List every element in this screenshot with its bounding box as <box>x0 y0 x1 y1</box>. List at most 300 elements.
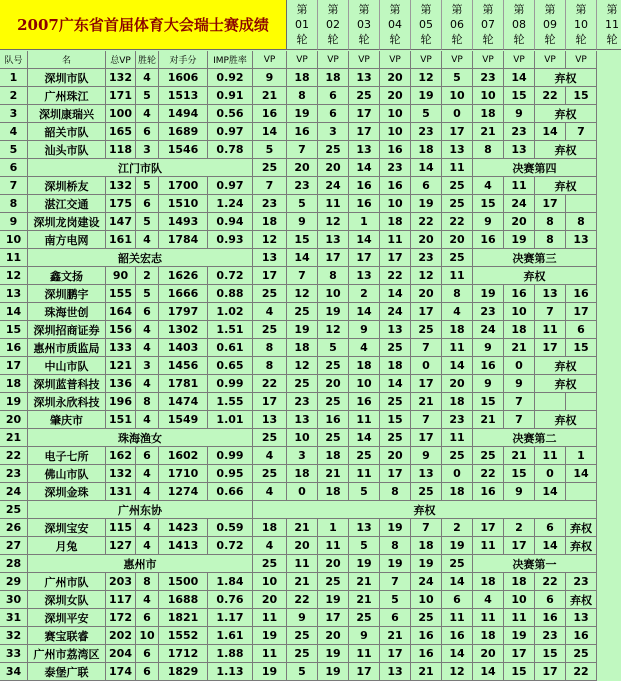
round-vp: 25 <box>287 627 318 645</box>
round-vp: 22 <box>380 267 411 285</box>
round-vp: 25 <box>253 321 287 339</box>
round-suffix: 轮 <box>358 33 370 46</box>
imp-ratio: 0.95 <box>208 465 253 483</box>
round-vp: 17 <box>349 663 380 681</box>
round-header-03 <box>349 0 380 50</box>
round-header-01 <box>287 0 318 50</box>
round-vp: 4 <box>253 537 287 555</box>
round-vp: 4 <box>253 303 287 321</box>
round-vp: 8 <box>253 357 287 375</box>
team-number: 31 <box>0 609 28 627</box>
total-vp: 175 <box>106 195 136 213</box>
round-vp: 7 <box>287 267 318 285</box>
imp-ratio: 0.59 <box>208 519 253 537</box>
wins: 10 <box>136 627 159 645</box>
round-vp: 20 <box>287 537 318 555</box>
round-vp: 21 <box>380 627 411 645</box>
round-vp: 17 <box>349 123 380 141</box>
round-vp: 25 <box>253 429 287 447</box>
round-vp: 18 <box>253 519 287 537</box>
round-vp: 15 <box>504 465 535 483</box>
round-prefix: 第 <box>482 3 494 16</box>
round-vp: 11 <box>442 609 473 627</box>
round-prefix: 第 <box>513 3 525 16</box>
team-number: 32 <box>0 627 28 645</box>
total-vp: 165 <box>106 123 136 141</box>
imp-ratio: 0.92 <box>208 69 253 87</box>
round-vp: 7 <box>253 177 287 195</box>
round-vp: 10 <box>253 573 287 591</box>
team-name: 珠海世创 <box>28 303 106 321</box>
round-vp: 25 <box>287 303 318 321</box>
round-vp: 14 <box>442 573 473 591</box>
round-vp: 19 <box>253 627 287 645</box>
round-header-10 <box>566 0 597 50</box>
team-number: 12 <box>0 267 28 285</box>
round-vp: 17 <box>318 249 349 267</box>
round-vp: 9 <box>253 69 287 87</box>
round-vp: 13 <box>253 411 287 429</box>
round-vp: 9 <box>473 339 504 357</box>
round-vp: 15 <box>287 231 318 249</box>
round-vp: 24 <box>504 195 535 213</box>
status-note: 弃权 <box>535 411 597 429</box>
round-vp: 6 <box>318 87 349 105</box>
imp-ratio: 0.97 <box>208 123 253 141</box>
opponent-score: 1689 <box>159 123 208 141</box>
imp-ratio: 1.24 <box>208 195 253 213</box>
round-vp: 8 <box>473 141 504 159</box>
round-vp: 16 <box>504 285 535 303</box>
round-vp: 9 <box>504 375 535 393</box>
round-vp: 20 <box>318 555 349 573</box>
round-prefix: 第 <box>358 3 370 16</box>
round-vp: 18 <box>504 573 535 591</box>
round-vp: 15 <box>566 339 597 357</box>
round-vp: 21 <box>349 591 380 609</box>
opponent-score: 1784 <box>159 231 208 249</box>
round-vp: 25 <box>318 141 349 159</box>
round-vp: 9 <box>287 609 318 627</box>
round-vp: 17 <box>473 519 504 537</box>
round-vp: 25 <box>442 249 473 267</box>
round-vp: 14 <box>287 249 318 267</box>
team-name: 深圳鹏宇 <box>28 285 106 303</box>
round-vp: 13 <box>287 411 318 429</box>
team-number: 8 <box>0 195 28 213</box>
round-vp: 13 <box>380 321 411 339</box>
team-number: 28 <box>0 555 28 573</box>
round-vp: 25 <box>380 429 411 447</box>
team-number: 5 <box>0 141 28 159</box>
round-vp: 14 <box>253 123 287 141</box>
imp-ratio: 0.65 <box>208 357 253 375</box>
round-vp: 10 <box>318 285 349 303</box>
round-vp: 9 <box>349 321 380 339</box>
round-vp: 16 <box>411 645 442 663</box>
team-number: 22 <box>0 447 28 465</box>
round-number: 02 <box>326 18 340 31</box>
round-suffix: 轮 <box>482 33 494 46</box>
round-prefix: 第 <box>327 3 339 16</box>
round-vp: 16 <box>473 231 504 249</box>
round-vp: 14 <box>535 483 566 501</box>
round-vp: 17 <box>442 123 473 141</box>
round-vp: 18 <box>253 213 287 231</box>
imp-ratio: 0.88 <box>208 285 253 303</box>
round-vp: 21 <box>504 339 535 357</box>
team-number: 1 <box>0 69 28 87</box>
round-vp: 13 <box>566 609 597 627</box>
wins: 4 <box>136 231 159 249</box>
imp-ratio: 0.78 <box>208 141 253 159</box>
round-vp: 24 <box>473 321 504 339</box>
total-vp: 121 <box>106 357 136 375</box>
total-vp: 196 <box>106 393 136 411</box>
wins: 5 <box>136 213 159 231</box>
team-number: 26 <box>0 519 28 537</box>
opponent-score: 1606 <box>159 69 208 87</box>
round-prefix: 第 <box>606 3 618 16</box>
total-vp: 117 <box>106 591 136 609</box>
round-vp: 17 <box>504 645 535 663</box>
round-vp: 5 <box>349 537 380 555</box>
column-header: 队号 <box>0 51 28 69</box>
team-name: 南方电网 <box>28 231 106 249</box>
round-vp: 20 <box>318 159 349 177</box>
wins: 6 <box>136 195 159 213</box>
round-vp: 16 <box>253 105 287 123</box>
round-vp: 11 <box>318 195 349 213</box>
round-vp: 13 <box>318 231 349 249</box>
round-vp: 23 <box>504 123 535 141</box>
round-vp: 18 <box>287 465 318 483</box>
round-vp: 20 <box>411 231 442 249</box>
team-name: 深圳平安 <box>28 609 106 627</box>
status-note: 弃权 <box>535 141 597 159</box>
round-vp: 8 <box>380 537 411 555</box>
round-vp: 25 <box>318 393 349 411</box>
round-vp: 13 <box>504 141 535 159</box>
team-name: 中山市队 <box>28 357 106 375</box>
round-vp: 0 <box>442 465 473 483</box>
round-vp: 21 <box>411 393 442 411</box>
team-name: 肇庆市 <box>28 411 106 429</box>
round-vp: 5 <box>253 141 287 159</box>
team-name: 广州市队 <box>28 573 106 591</box>
round-suffix: 轮 <box>327 33 339 46</box>
round-vp: 18 <box>473 573 504 591</box>
round-suffix: 轮 <box>420 33 432 46</box>
round-vp: 16 <box>318 411 349 429</box>
round-vp: 19 <box>411 555 442 573</box>
team-name: 广州东协 <box>28 501 253 519</box>
round-vp: 17 <box>535 339 566 357</box>
round-vp: 15 <box>566 87 597 105</box>
total-vp: 132 <box>106 69 136 87</box>
total-vp: 161 <box>106 231 136 249</box>
round-number: 09 <box>543 18 557 31</box>
round-vp: 25 <box>411 483 442 501</box>
round-vp: 21 <box>318 465 349 483</box>
team-name: 电子七所 <box>28 447 106 465</box>
round-vp: 6 <box>318 105 349 123</box>
round-vp: 23 <box>253 195 287 213</box>
total-vp: 118 <box>106 141 136 159</box>
round-vp: 0 <box>411 357 442 375</box>
round-vp: 11 <box>349 645 380 663</box>
round-vp: 14 <box>380 375 411 393</box>
opponent-score: 1549 <box>159 411 208 429</box>
team-number: 33 <box>0 645 28 663</box>
team-name: 广州珠江 <box>28 87 106 105</box>
opponent-score: 1510 <box>159 195 208 213</box>
imp-ratio: 1.84 <box>208 573 253 591</box>
round-vp: 11 <box>442 339 473 357</box>
round-vp: 17 <box>535 195 566 213</box>
opponent-score: 1626 <box>159 267 208 285</box>
round-vp: 13 <box>442 141 473 159</box>
round-vp: 4 <box>349 339 380 357</box>
round-vp: 4 <box>473 177 504 195</box>
opponent-score: 1494 <box>159 105 208 123</box>
round-vp: 17 <box>380 465 411 483</box>
round-vp: 17 <box>349 249 380 267</box>
round-vp: 19 <box>504 231 535 249</box>
round-suffix: 轮 <box>544 33 556 46</box>
round-vp: 25 <box>349 87 380 105</box>
wins: 3 <box>136 357 159 375</box>
team-number: 3 <box>0 105 28 123</box>
round-vp: 15 <box>504 663 535 681</box>
opponent-score: 1688 <box>159 591 208 609</box>
round-vp: 4 <box>473 591 504 609</box>
round-vp: 21 <box>504 447 535 465</box>
round-vp: 11 <box>473 609 504 627</box>
wins: 3 <box>136 141 159 159</box>
wins: 6 <box>136 645 159 663</box>
round-vp: 15 <box>473 195 504 213</box>
imp-ratio: 1.61 <box>208 627 253 645</box>
round-header-02 <box>318 0 349 50</box>
round-vp: 25 <box>287 375 318 393</box>
total-vp: 171 <box>106 87 136 105</box>
total-vp: 164 <box>106 303 136 321</box>
round-vp: 7 <box>535 303 566 321</box>
round-vp: 13 <box>253 249 287 267</box>
team-number: 19 <box>0 393 28 411</box>
round-vp: 1 <box>349 213 380 231</box>
round-vp: 7 <box>287 141 318 159</box>
round-vp: 20 <box>318 627 349 645</box>
round-vp: 10 <box>287 429 318 447</box>
wins: 5 <box>136 177 159 195</box>
round-vp: 25 <box>380 339 411 357</box>
round-vp: 0 <box>442 105 473 123</box>
round-vp: 16 <box>349 195 380 213</box>
round-suffix: 轮 <box>296 33 308 46</box>
team-number: 25 <box>0 501 28 519</box>
imp-ratio: 0.97 <box>208 177 253 195</box>
round-vp: 14 <box>504 69 535 87</box>
round-vp: 19 <box>380 555 411 573</box>
round-vp: 5 <box>442 69 473 87</box>
round-vp: 14 <box>566 465 597 483</box>
round-vp: 22 <box>566 663 597 681</box>
round-vp: 6 <box>442 591 473 609</box>
total-vp: 203 <box>106 573 136 591</box>
total-vp: 100 <box>106 105 136 123</box>
round-vp: 25 <box>380 393 411 411</box>
round-prefix: 第 <box>575 3 587 16</box>
round-vp: 5 <box>349 483 380 501</box>
round-vp: 18 <box>442 321 473 339</box>
team-name: 深圳金珠 <box>28 483 106 501</box>
total-vp: 174 <box>106 663 136 681</box>
round-vp: 12 <box>318 321 349 339</box>
status-note: 决赛第一 <box>473 555 597 573</box>
round-vp: 21 <box>287 519 318 537</box>
column-header: VP <box>535 51 566 69</box>
round-vp: 11 <box>253 609 287 627</box>
round-vp: 13 <box>349 267 380 285</box>
opponent-score: 1493 <box>159 213 208 231</box>
opponent-score: 1423 <box>159 519 208 537</box>
round-vp: 14 <box>535 123 566 141</box>
round-vp: 11 <box>442 267 473 285</box>
round-vp: 10 <box>380 123 411 141</box>
imp-ratio: 0.91 <box>208 87 253 105</box>
round-vp: 15 <box>504 87 535 105</box>
round-vp: 20 <box>380 69 411 87</box>
round-vp: 11 <box>504 609 535 627</box>
round-vp: 19 <box>287 105 318 123</box>
round-vp: 5 <box>411 105 442 123</box>
round-vp: 17 <box>318 609 349 627</box>
round-vp: 25 <box>442 177 473 195</box>
round-vp: 20 <box>253 591 287 609</box>
round-vp: 8 <box>566 213 597 231</box>
round-vp: 13 <box>349 141 380 159</box>
round-vp: 23 <box>442 411 473 429</box>
round-vp: 10 <box>442 87 473 105</box>
round-vp: 12 <box>411 69 442 87</box>
round-vp: 8 <box>442 285 473 303</box>
round-vp: 25 <box>442 195 473 213</box>
wins: 4 <box>136 591 159 609</box>
round-vp: 10 <box>504 303 535 321</box>
team-name: 湛江交通 <box>28 195 106 213</box>
imp-ratio: 1.88 <box>208 645 253 663</box>
round-vp: 25 <box>287 645 318 663</box>
round-vp: 24 <box>318 177 349 195</box>
total-vp: 162 <box>106 447 136 465</box>
round-vp: 17 <box>535 663 566 681</box>
column-header: VP <box>566 51 597 69</box>
wins: 4 <box>136 411 159 429</box>
round-vp: 5 <box>380 591 411 609</box>
round-vp: 21 <box>287 573 318 591</box>
team-name: 韶关市队 <box>28 123 106 141</box>
round-vp: 25 <box>318 573 349 591</box>
wins: 6 <box>136 609 159 627</box>
status-note: 决赛第四 <box>473 159 597 177</box>
team-name: 赛宝联睿 <box>28 627 106 645</box>
round-vp: 14 <box>349 303 380 321</box>
round-vp: 5 <box>287 195 318 213</box>
round-vp: 19 <box>380 519 411 537</box>
round-vp: 19 <box>411 87 442 105</box>
team-name: 汕头市队 <box>28 141 106 159</box>
status-note: 弃权 <box>566 591 597 609</box>
total-vp: 131 <box>106 483 136 501</box>
round-vp: 18 <box>411 537 442 555</box>
opponent-score: 1829 <box>159 663 208 681</box>
round-vp: 14 <box>380 285 411 303</box>
round-vp: 22 <box>411 213 442 231</box>
round-vp: 13 <box>566 231 597 249</box>
opponent-score: 1552 <box>159 627 208 645</box>
round-vp: 12 <box>287 285 318 303</box>
round-vp: 20 <box>504 213 535 231</box>
imp-ratio: 0.66 <box>208 483 253 501</box>
round-vp: 7 <box>411 339 442 357</box>
round-vp: 18 <box>411 141 442 159</box>
wins: 2 <box>136 267 159 285</box>
wins: 4 <box>136 69 159 87</box>
status-note: 弃权 <box>253 501 597 519</box>
round-vp: 17 <box>380 249 411 267</box>
team-name: 深圳蓝普科技 <box>28 375 106 393</box>
round-vp: 19 <box>504 627 535 645</box>
round-vp: 20 <box>380 87 411 105</box>
round-header-08 <box>504 0 535 50</box>
total-vp: 115 <box>106 519 136 537</box>
round-vp: 24 <box>411 573 442 591</box>
column-header: IMP胜率 <box>208 51 253 69</box>
imp-ratio: 0.99 <box>208 447 253 465</box>
round-vp: 14 <box>411 159 442 177</box>
round-vp-empty <box>566 483 597 501</box>
round-vp: 21 <box>349 573 380 591</box>
total-vp: 147 <box>106 213 136 231</box>
round-vp: 25 <box>566 645 597 663</box>
round-vp: 13 <box>349 519 380 537</box>
round-vp: 18 <box>473 105 504 123</box>
round-vp: 10 <box>473 87 504 105</box>
round-vp: 4 <box>253 447 287 465</box>
round-vp: 11 <box>504 177 535 195</box>
round-vp: 11 <box>473 537 504 555</box>
opponent-score: 1602 <box>159 447 208 465</box>
column-header: VP <box>504 51 535 69</box>
imp-ratio: 1.13 <box>208 663 253 681</box>
total-vp: 136 <box>106 375 136 393</box>
round-vp: 25 <box>253 285 287 303</box>
opponent-score: 1797 <box>159 303 208 321</box>
round-header <box>287 0 621 50</box>
team-name: 广州市荔湾区 <box>28 645 106 663</box>
team-number: 17 <box>0 357 28 375</box>
round-vp: 16 <box>380 177 411 195</box>
team-number: 14 <box>0 303 28 321</box>
team-number: 7 <box>0 177 28 195</box>
round-suffix: 轮 <box>606 33 618 46</box>
round-vp: 14 <box>442 645 473 663</box>
round-vp: 20 <box>411 285 442 303</box>
round-vp: 18 <box>287 69 318 87</box>
team-name: 深圳康瑞兴 <box>28 105 106 123</box>
